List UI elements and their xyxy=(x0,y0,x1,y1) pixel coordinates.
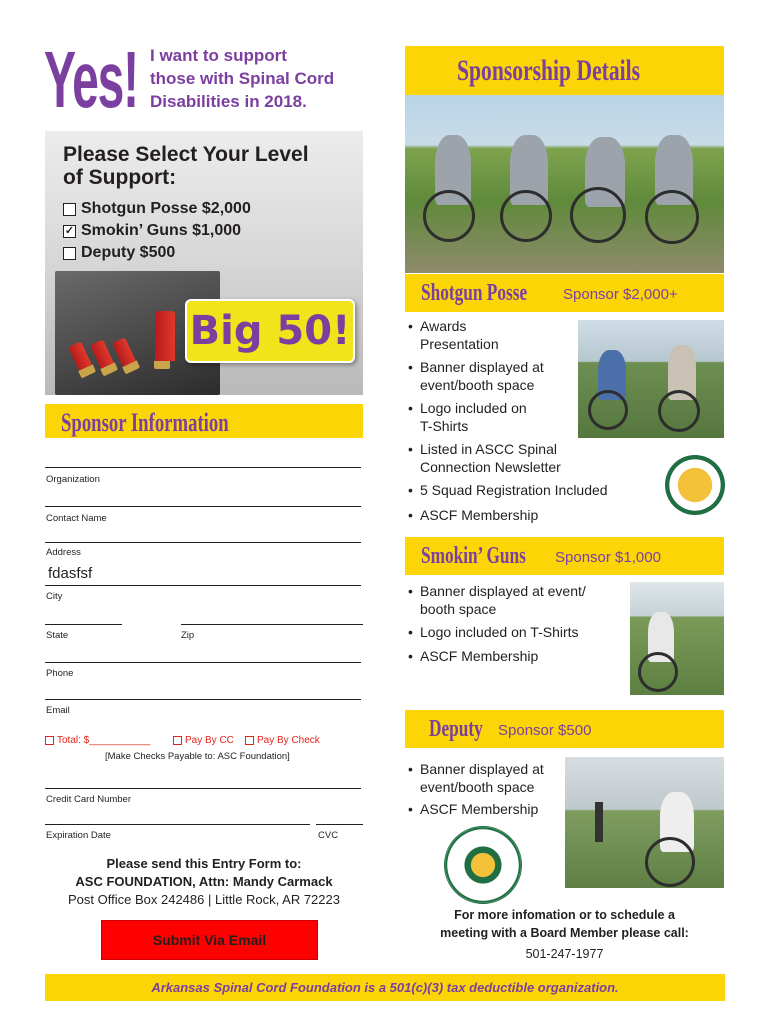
support-level-title-line-1: Please Select Your Level xyxy=(63,143,309,166)
contact-name-label: Contact Name xyxy=(46,513,107,524)
posse-bullet-2: • Banner displayed at event/booth space xyxy=(408,359,544,393)
pay-by-cc-option[interactable] xyxy=(173,735,234,746)
tier-shotgun-posse-sponsor: Sponsor $2,000+ xyxy=(563,286,678,303)
check-payable-note: [Make Checks Payable to: ASC Foundation] xyxy=(105,751,290,762)
cvc-label: CVC xyxy=(318,830,339,841)
zip-label: Zip xyxy=(181,630,195,641)
tagline-line-2: those with Spinal Cord xyxy=(150,69,335,88)
total-option[interactable] xyxy=(45,735,150,746)
trapshooting-association-logo xyxy=(444,826,522,904)
pay-by-cc-label: Pay By CC xyxy=(185,735,234,746)
city-label: City xyxy=(46,591,63,602)
tagline-line-3: Disabilities in 2018. xyxy=(150,92,307,111)
contact-info xyxy=(405,906,724,963)
sponsor-info-bar xyxy=(45,404,363,438)
email-field[interactable] xyxy=(45,699,361,700)
level-label-smokin-guns: Smokin’ Guns $1,000 xyxy=(81,222,242,239)
level-checkbox-shotgun-posse[interactable] xyxy=(63,203,76,216)
cvc-field[interactable] xyxy=(316,824,363,825)
footer-text: Arkansas Spinal Cord Foundation is a 501(c)(3) tax deductible organization. xyxy=(151,980,619,995)
posse-bullet-5: • 5 Squad Registration Included xyxy=(408,482,608,498)
tier-smokin-guns-sponsor: Sponsor $1,000 xyxy=(555,549,661,566)
credit-card-field[interactable] xyxy=(45,788,361,789)
tagline xyxy=(150,44,390,113)
sponsorship-details-bar xyxy=(405,46,724,95)
total-label: Total: $___________ xyxy=(57,735,151,746)
total-checkbox[interactable] xyxy=(45,736,54,745)
mailing-address-heading: Please send this Entry Form to: xyxy=(106,856,302,871)
tier-shotgun-posse-name: Shotgun Posse xyxy=(421,280,528,306)
email-label: Email xyxy=(46,705,70,716)
level-checkbox-deputy[interactable] xyxy=(63,247,76,260)
support-level-title-line-2: of Support: xyxy=(63,166,177,189)
city-value[interactable]: fdasfsf xyxy=(48,565,93,582)
organization-label: Organization xyxy=(46,474,100,485)
tier-deputy-sponsor: Sponsor $500 xyxy=(498,722,592,739)
support-level-title xyxy=(63,143,343,189)
level-option-smokin-guns[interactable] xyxy=(63,221,241,241)
expiration-date-field[interactable] xyxy=(45,824,310,825)
posse-bullet-1: • Awards Presentation xyxy=(408,318,499,352)
sponsorship-details-title: Sponsorship Details xyxy=(457,54,641,87)
city-field[interactable] xyxy=(45,585,361,586)
tier-shotgun-posse-bar xyxy=(405,274,724,312)
pay-by-cc-checkbox[interactable] xyxy=(173,736,182,745)
pay-by-check-label: Pay By Check xyxy=(257,735,320,746)
level-label-deputy: Deputy $500 xyxy=(81,244,176,261)
pay-by-check-option[interactable] xyxy=(245,735,320,746)
posse-shooters-photo xyxy=(578,320,724,438)
address-label: Address xyxy=(46,547,81,558)
expiration-date-label: Expiration Date xyxy=(46,830,111,841)
contact-phone: 501-247-1977 xyxy=(525,947,604,961)
posse-bullet-3: • Logo included on T-Shirts xyxy=(408,400,527,434)
phone-label: Phone xyxy=(46,668,74,679)
tier-smokin-guns-bar xyxy=(405,537,724,575)
level-option-shotgun-posse[interactable] xyxy=(63,199,251,219)
support-level-panel xyxy=(45,131,363,395)
tier-deputy-bar xyxy=(405,710,724,748)
state-field[interactable] xyxy=(45,624,122,625)
wheelchair-team-photo xyxy=(405,95,724,273)
deputy-bullet-2: • ASCF Membership xyxy=(408,801,539,817)
big-50-text: Big 50! xyxy=(189,308,351,354)
guns-bullet-3: • ASCF Membership xyxy=(408,648,539,664)
contact-info-line-2: meeting with a Board Member please call: xyxy=(440,926,689,940)
mailing-address-org: ASC FOUNDATION, Attn: Mandy Carmack xyxy=(75,874,333,889)
tier-deputy-name: Deputy xyxy=(429,716,483,742)
tier-smokin-guns-name: Smokin’ Guns xyxy=(421,543,526,569)
level-option-deputy[interactable] xyxy=(63,243,175,263)
credit-card-label: Credit Card Number xyxy=(46,794,131,805)
zip-field[interactable] xyxy=(181,624,363,625)
yes-heading: Yes! xyxy=(44,35,138,124)
ascc-circle-logo xyxy=(665,455,725,515)
mailing-address-po-box: Post Office Box 242486 | Little Rock, AR 72223 xyxy=(68,892,340,907)
big-50-badge xyxy=(185,299,355,363)
state-label: State xyxy=(46,630,69,641)
deputy-shooter-photo xyxy=(565,757,724,888)
level-label-shotgun-posse: Shotgun Posse $2,000 xyxy=(81,200,251,217)
contact-info-line-1: For more infomation or to schedule a xyxy=(454,908,675,922)
deputy-bullet-1: • Banner displayed at event/booth space xyxy=(408,761,544,795)
sponsor-info-title: Sponsor Information xyxy=(61,408,229,437)
posse-bullet-6: • ASCF Membership xyxy=(408,507,539,523)
posse-bullet-4: • Listed in ASCC Spinal Connection Newsletter xyxy=(408,441,561,475)
guns-shooter-photo xyxy=(630,582,724,695)
organization-field[interactable] xyxy=(45,467,361,468)
phone-field[interactable] xyxy=(45,662,361,663)
guns-bullet-2: • Logo included on T-Shirts xyxy=(408,624,579,640)
level-checkbox-smokin-guns[interactable]: ✓ xyxy=(64,224,75,237)
contact-name-field[interactable] xyxy=(45,506,361,507)
address-field[interactable] xyxy=(45,542,361,543)
submit-via-email-button[interactable]: Submit Via Email xyxy=(101,920,318,960)
tagline-line-1: I want to support xyxy=(150,46,287,65)
guns-bullet-1: • Banner displayed at event/ booth space xyxy=(408,583,586,617)
pay-by-check-checkbox[interactable] xyxy=(245,736,254,745)
mailing-address xyxy=(45,855,363,909)
